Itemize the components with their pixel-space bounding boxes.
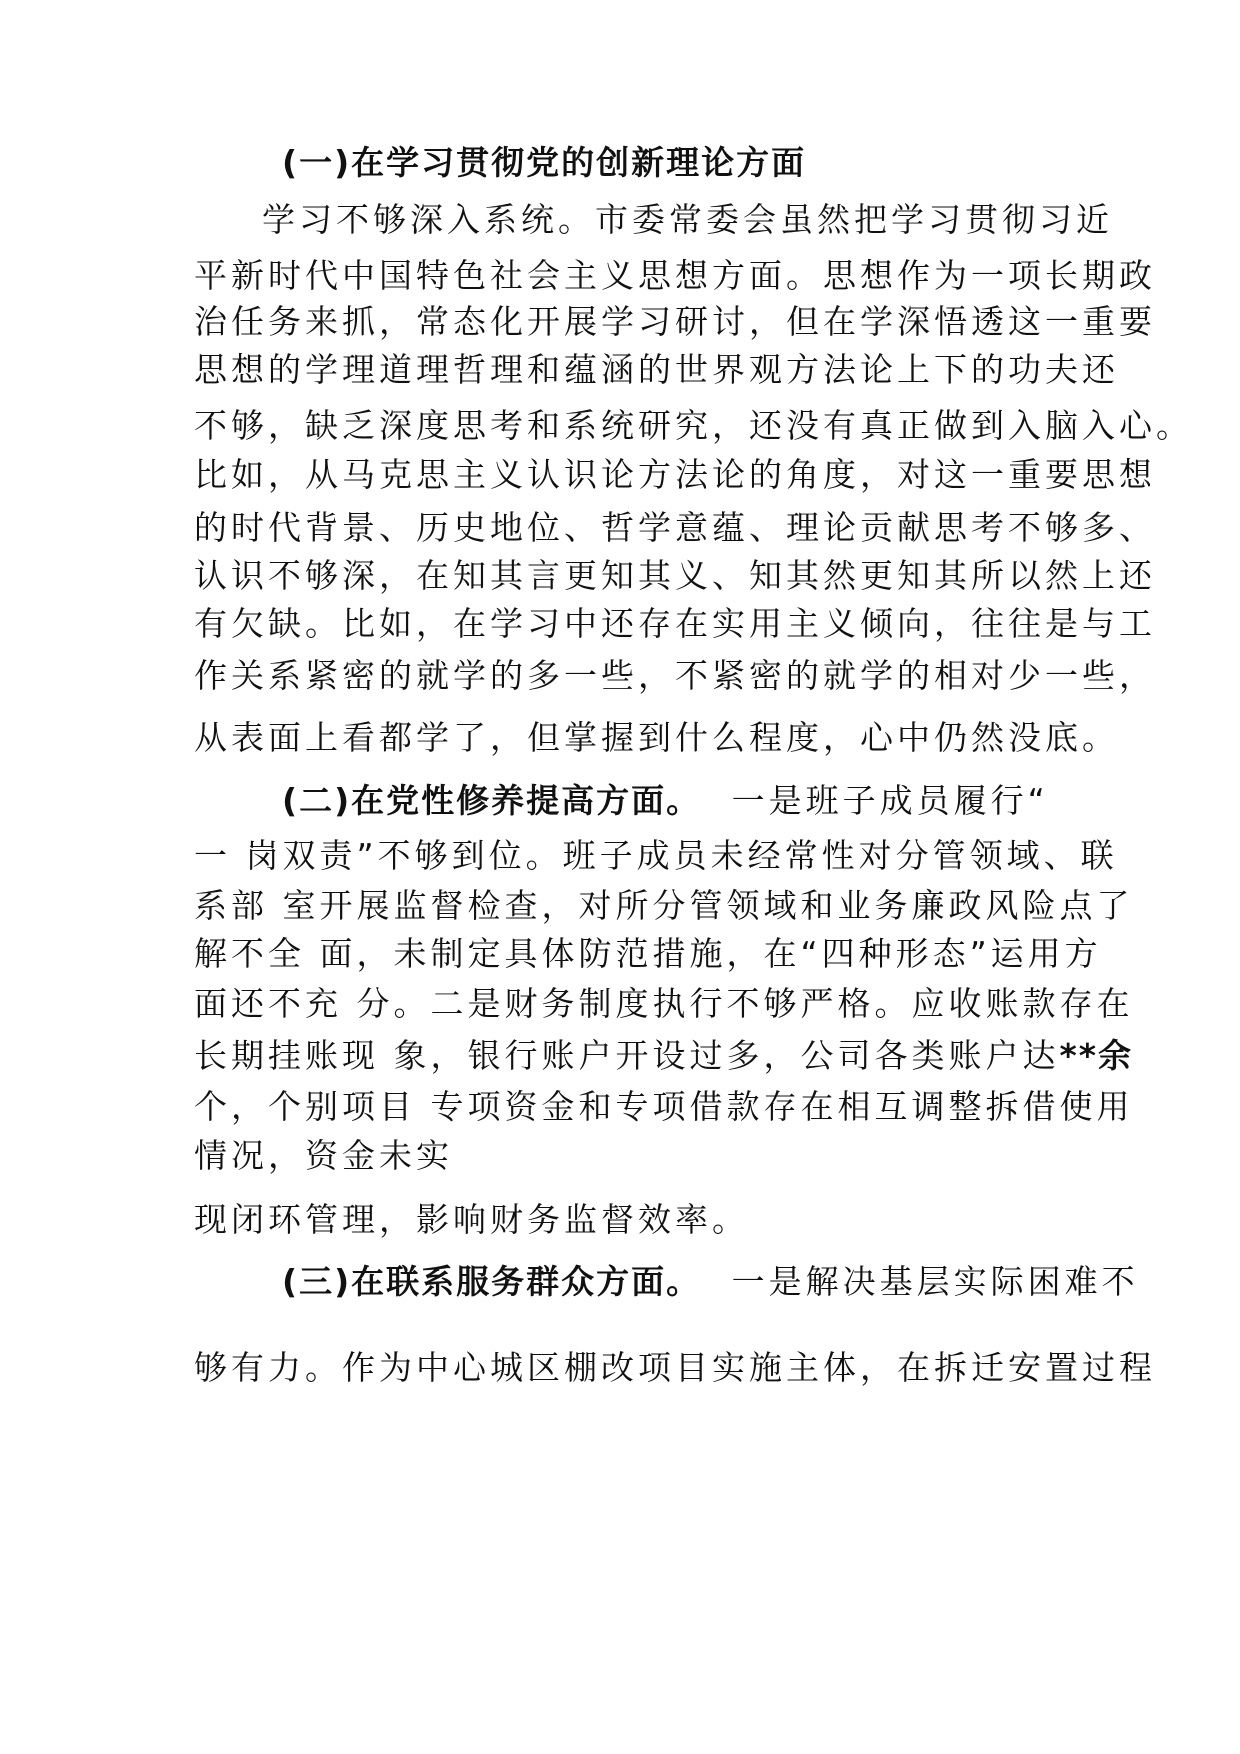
section-heading-3: (三)在联系服务群众方面。 — [282, 1262, 702, 1301]
paragraph-line: 平新时代中国特色社会主义思想方面。思想作为一项长期政 — [194, 256, 1156, 295]
paragraph-line: 的时代背景、历史地位、哲学意蕴、理论贡献思考不够多、 — [194, 508, 1156, 547]
paragraph-line: 系部 室开展监督检查，对所分管领域和业务廉政风险点了 — [194, 886, 1134, 925]
paragraph-line: 思想的学理道理哲理和蕴涵的世界观方法论上下的功夫还 — [194, 350, 1119, 389]
paragraph-line: 不够，缺乏深度思考和系统研究，还没有真正做到入脑入心。 — [194, 406, 1193, 445]
paragraph-line: 情况，资金未实 — [194, 1136, 453, 1175]
paragraph-line: 作关系紧密的就学的多一些，不紧密的就学的相对少一些， — [194, 656, 1156, 695]
paragraph-line: 面还不充 分。二是财务制度执行不够严格。应收账款存在 — [194, 984, 1134, 1023]
paragraph-line: 比如，从马克思主义认识论方法论的角度，对这一重要思想 — [194, 455, 1156, 494]
paragraph-line: 治任务来抓，常态化开展学习研讨，但在学深悟透这一重要 — [194, 302, 1156, 341]
section-heading-2-tail: 一是班子成员履行“ — [731, 781, 1049, 820]
paragraph-line: 有欠缺。比如，在学习中还存在实用主义倾向，往往是与工 — [194, 604, 1156, 643]
paragraph-line: 从表面上看都学了，但掌握到什么程度，心中仍然没底。 — [194, 718, 1119, 757]
section-heading-3-line — [282, 1262, 1142, 1302]
section-heading-1: (一)在学习贯彻党的创新理论方面 — [282, 143, 807, 182]
redacted-count: **余 — [1059, 1036, 1134, 1075]
section-heading-3-tail: 一是解决基层实际困难不 — [731, 1262, 1139, 1301]
section-heading-2-line — [282, 781, 1142, 821]
section-heading-2: (二)在党性修养提高方面。 — [282, 781, 702, 820]
paragraph-line: 现闭环管理，影响财务监督效率。 — [194, 1200, 749, 1239]
paragraph-line: 学习不够深入系统。市委常委会虽然把学习贯彻习近 — [262, 200, 1113, 239]
paragraph-line: 认识不够深，在知其言更知其义、知其然更知其所以然上还 — [194, 556, 1156, 595]
paragraph-line — [194, 1036, 1134, 1076]
paragraph-line: 个，个别项目 专项资金和专项借款存在相互调整拆借使用 — [194, 1087, 1134, 1126]
paragraph-text: 长期挂账现 象，银行账户开设过多，公司各类账户达 — [194, 1036, 1060, 1075]
paragraph-line: 一 岗双责”不够到位。班子成员未经常性对分管领域、联 — [194, 836, 1118, 875]
paragraph-line: 够有力。作为中心城区棚改项目实施主体，在拆迁安置过程 — [194, 1348, 1156, 1387]
paragraph-line: 解不全 面，未制定具体防范措施，在“四种形态”运用方 — [194, 934, 1102, 973]
